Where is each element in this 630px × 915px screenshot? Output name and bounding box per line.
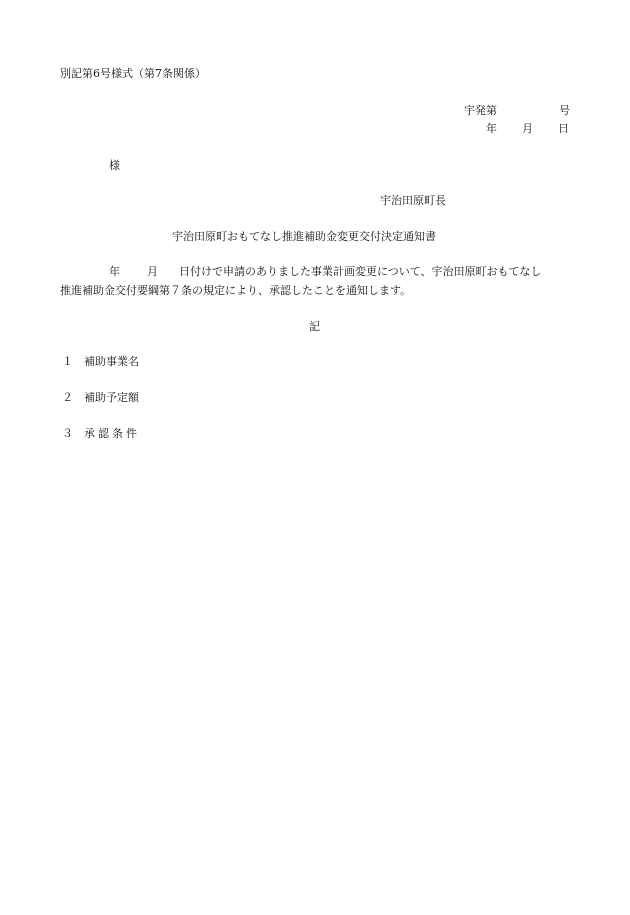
body-line-2: 推進補助金交付要綱第７条の規定により、承認したことを通知します。 xyxy=(60,284,412,297)
ki-heading: 記 xyxy=(309,320,320,333)
item-label: 承認条件 xyxy=(84,427,140,440)
sender: 宇治田原町長 xyxy=(380,194,446,207)
item-number: ３ xyxy=(62,427,73,440)
form-label: 別記第6号様式（第7条関係） xyxy=(60,67,206,80)
document-title: 宇治田原町おもてなし推進補助金変更交付決定通知書 xyxy=(172,230,436,243)
body-year-label: 年 xyxy=(109,265,120,278)
date-day-label: 日 xyxy=(558,122,569,135)
item-number: ２ xyxy=(62,391,73,404)
date-year-label: 年 xyxy=(486,122,497,135)
item-number: １ xyxy=(62,355,73,368)
reference-suffix: 号 xyxy=(559,104,570,117)
date-month-label: 月 xyxy=(522,122,533,135)
item-label: 補助予定額 xyxy=(84,391,139,404)
addressee: 様 xyxy=(109,159,120,172)
body-month-label: 月 xyxy=(147,265,158,278)
item-label: 補助事業名 xyxy=(84,355,139,368)
body-line-1 xyxy=(60,265,572,279)
reference-prefix: 宇発第 xyxy=(464,104,497,117)
body-text-1: 日付けで申請のありました事業計画変更について、宇治田原町おもてなし xyxy=(179,265,542,278)
